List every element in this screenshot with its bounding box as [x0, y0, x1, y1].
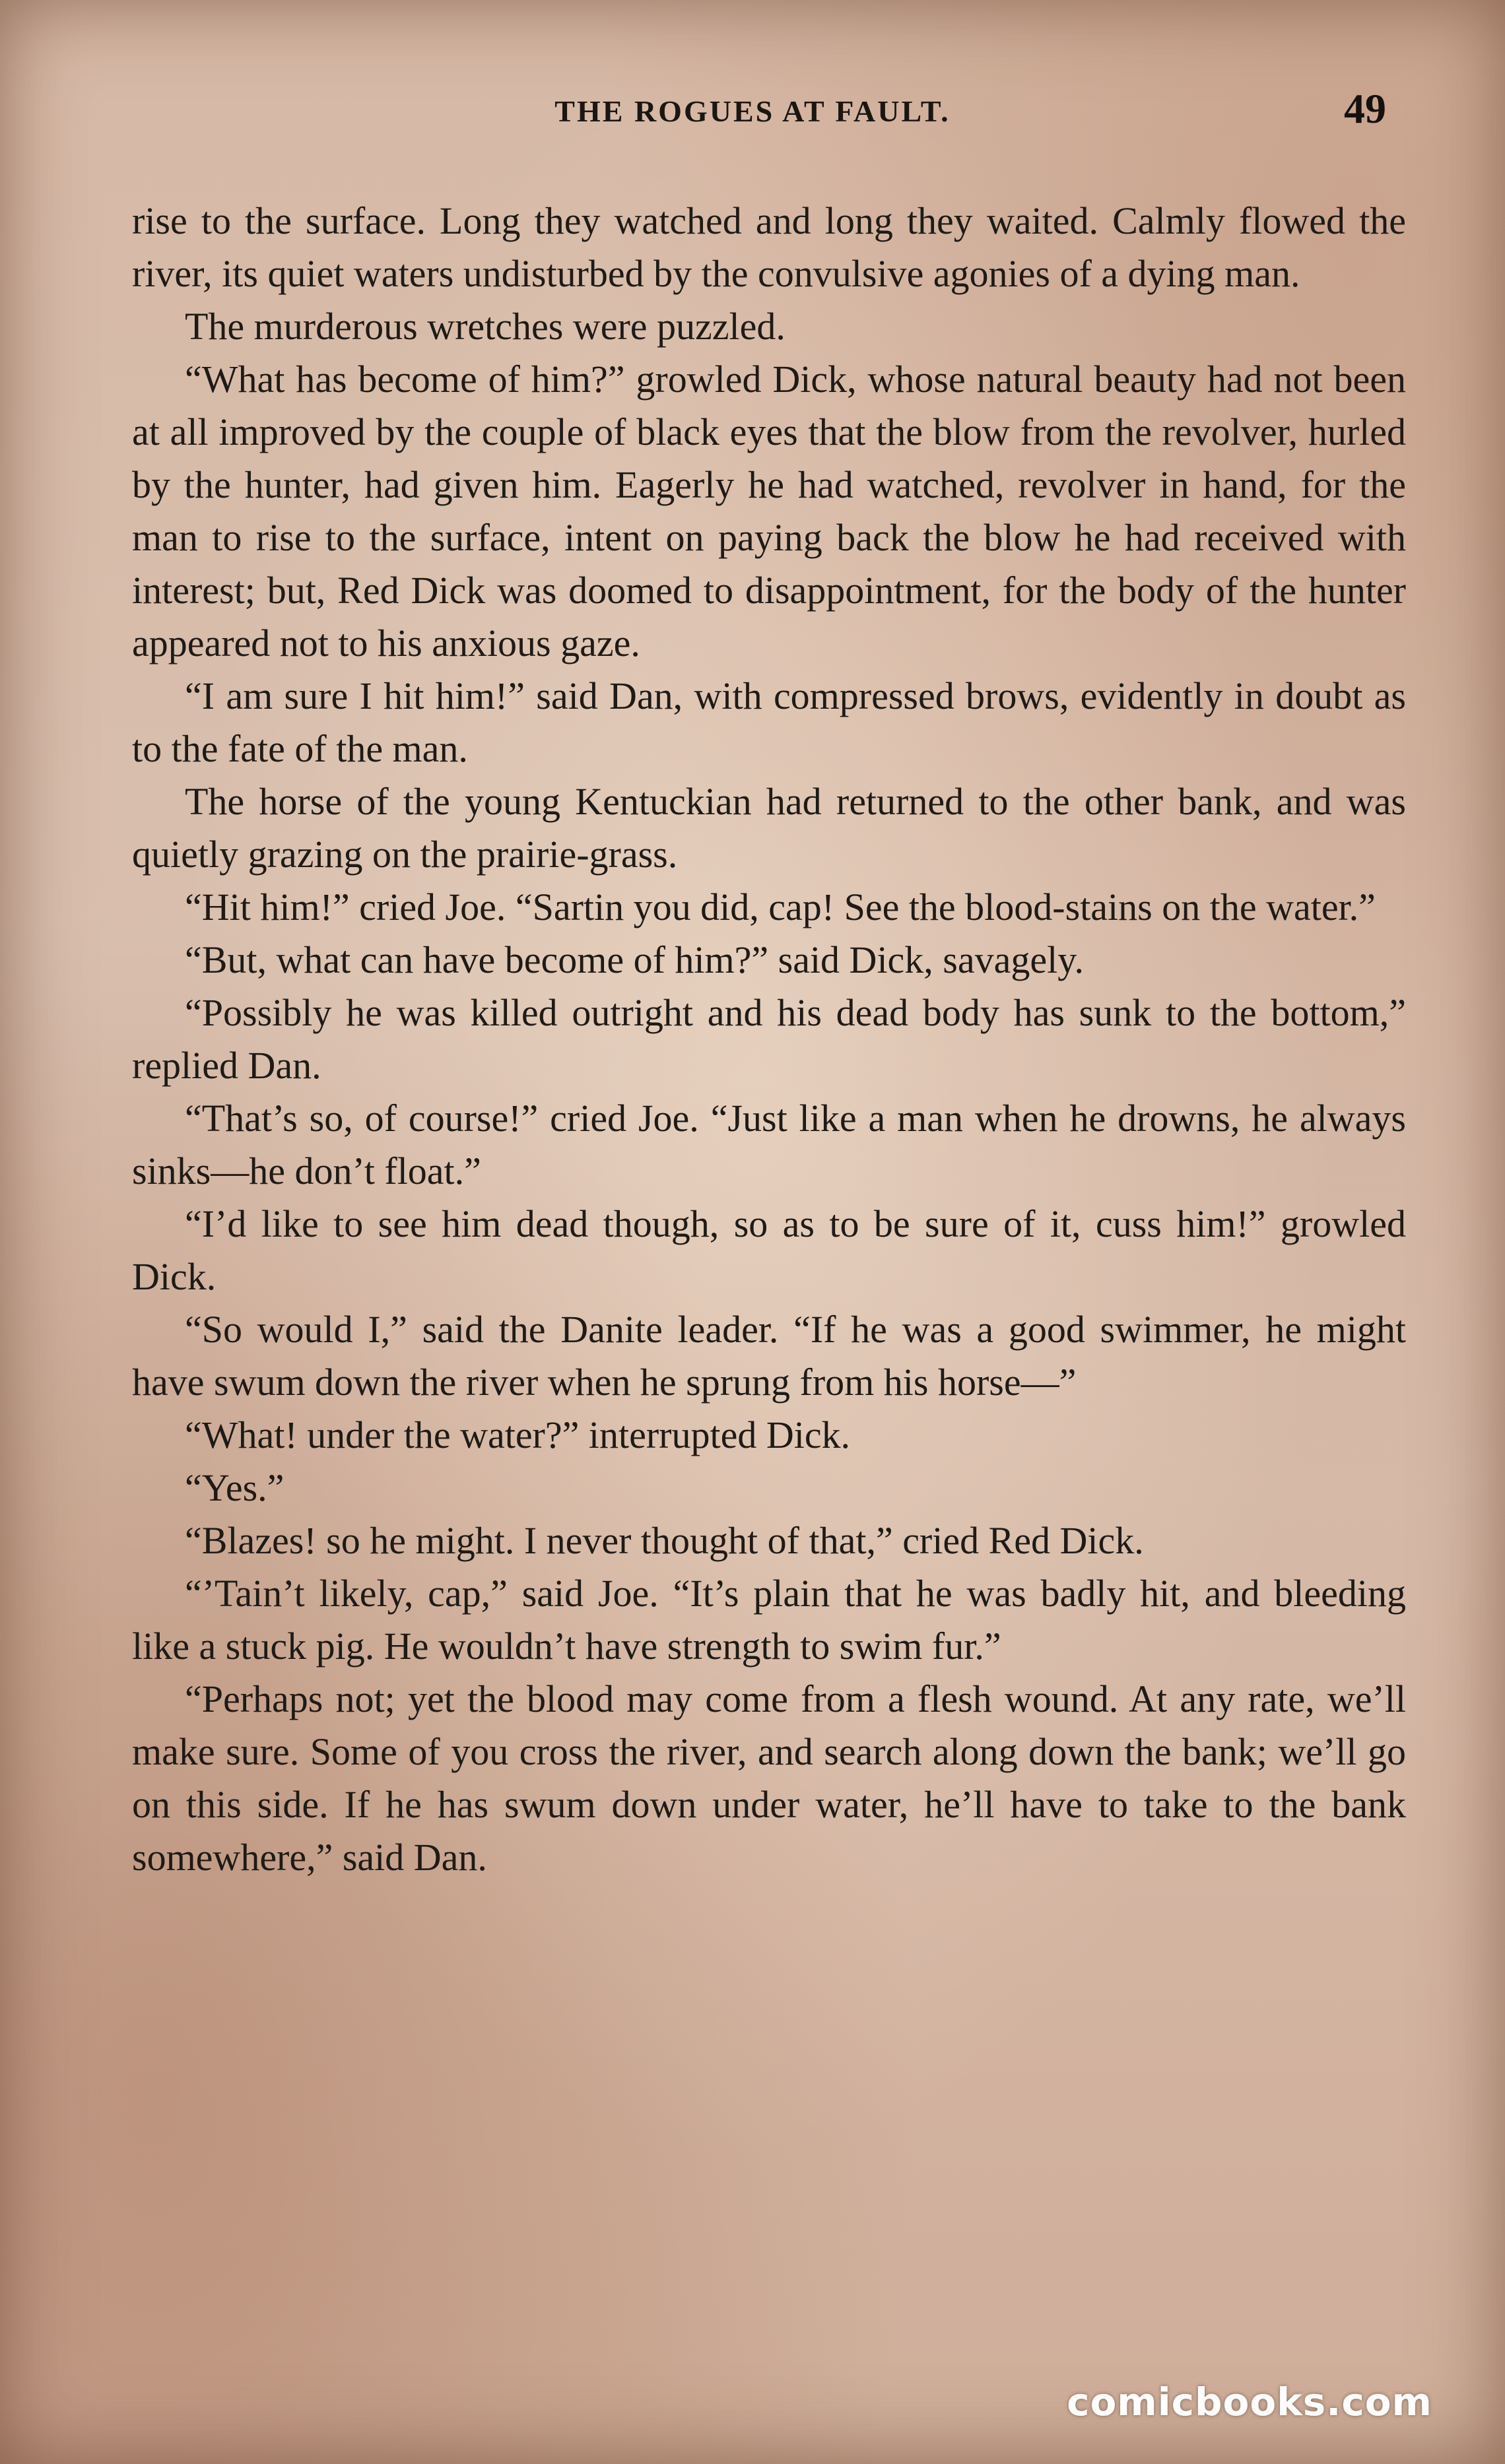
paragraph: “So would I,” said the Danite leader. “If he was a good swimmer, he might have swum down the river when he sprung from his horse—” [132, 1308, 1406, 1404]
paragraph: “Hit him!” cried Joe. “Sartin you did, cap! See the blood-stains on the water.” [185, 886, 1376, 928]
paragraph: “I’d like to see him dead though, so as to be sure of it, cuss him!” growled Dick. [132, 1202, 1406, 1298]
paragraph: “Blazes! so he might. I never thought of that,” cried Red Dick. [185, 1519, 1144, 1562]
paragraph: “Perhaps not; yet the blood may come from a flesh wound. At any rate, we’ll make sure. Some of you cross the river, and search along down the bank; we’ll go on this side. If he has swum down under water, he’ll have to take to the bank somewhere,” said Dan. [132, 1677, 1406, 1879]
paragraph: “But, what can have become of him?” said Dick, savagely. [185, 938, 1084, 981]
paragraph: The murderous wretches were puzzled. [185, 305, 786, 348]
watermark: comicbooks.com [1067, 2380, 1432, 2424]
paragraph: “I am sure I hit him!” said Dan, with compressed brows, evidently in doubt as to the fate of the man. [132, 674, 1406, 770]
paragraph: The horse of the young Kentuckian had returned to the other bank, and was quietly grazing on the prairie-grass. [132, 780, 1406, 876]
paragraph: “Yes.” [185, 1466, 284, 1509]
page-header [0, 84, 1505, 137]
paragraph: “Possibly he was killed outright and his dead body has sunk to the bottom,” replied Dan. [132, 991, 1406, 1087]
paragraph: “That’s so, of course!” cried Joe. “Just like a man when he drowns, he always sinks—he don’t float.” [132, 1097, 1406, 1192]
paragraph: “’Tain’t likely, cap,” said Joe. “It’s plain that he was badly hit, and bleeding like a stuck pig. He wouldn’t have strength to swim fur.” [132, 1572, 1406, 1668]
paragraph: “What! under the water?” interrupted Dick. [185, 1413, 851, 1456]
running-head: THE ROGUES AT FAULT. [554, 94, 951, 128]
body-text [132, 195, 1406, 1884]
paragraph: “What has become of him?” growled Dick, whose natural beauty had not been at all improved by the couple of black eyes that the blow from the revolver, hurled by the hunter, had given him. Eagerly he had watched, revolver in hand, for the man to rise to the surface, intent on paying back the blow he had received with interest; but, Red Dick was doomed to disappointment, for the body of the hunter appeared not to his anxious gaze. [132, 358, 1406, 665]
page-number: 49 [1344, 85, 1386, 132]
paragraph: rise to the surface. Long they watched and long they waited. Calmly flowed the river, its quiet waters undisturbed by the convulsive agonies of a dying man. [132, 199, 1406, 295]
